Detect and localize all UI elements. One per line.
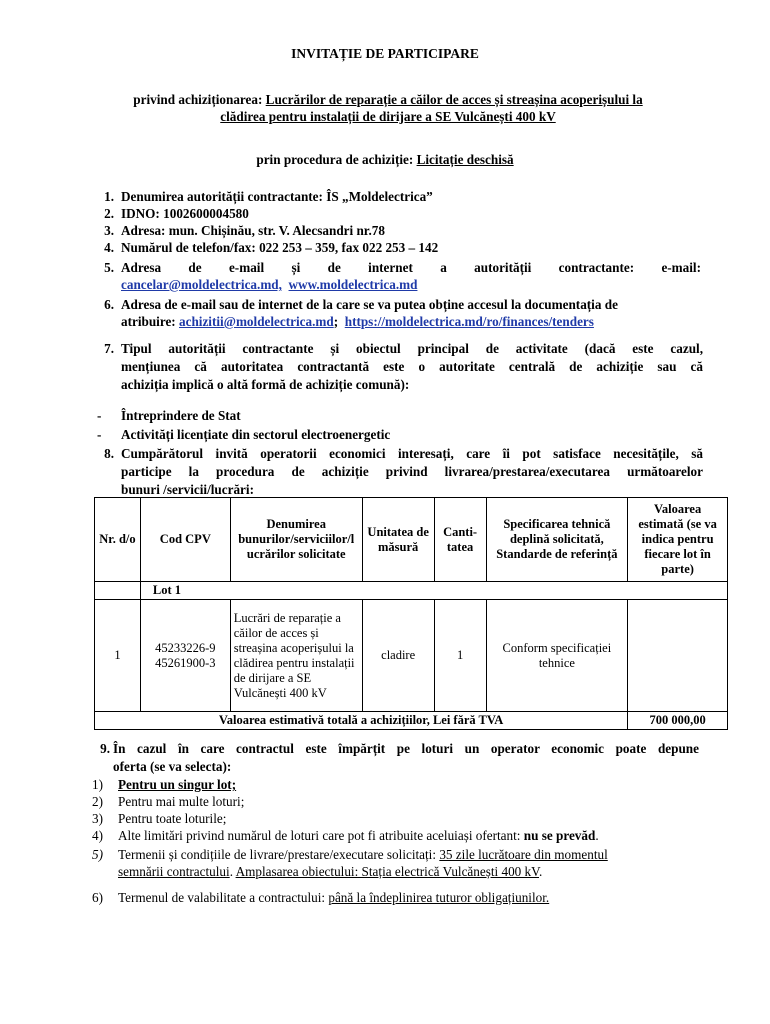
item-number: 6.	[104, 297, 114, 312]
limits-end: .	[595, 828, 599, 843]
limits-value: nu se prevăd	[523, 828, 596, 843]
item-phone: Numărul de telefon/fax: 022 253 – 359, fax 022 253 – 142	[121, 240, 439, 255]
total-value: 700 000,00	[628, 712, 728, 730]
item-docs-links	[121, 314, 594, 331]
option-multiple-lots: Pentru mai multe loturi;	[118, 794, 245, 809]
validity-prefix: Termenul de valabilitate a contractului:	[118, 890, 329, 905]
item-docs-line: Adresa de e-mail sau de internet de la care se va putea obține accesul la documentația de	[121, 297, 618, 312]
option-number: 3)	[92, 811, 103, 826]
terms-location: Amplasarea obiectului: Stația electrică Vulcănești 400 kV	[235, 863, 539, 879]
bullet-state-enterprise: Întreprindere de Stat	[121, 408, 241, 423]
subject-prefix: privind achiziționarea:	[133, 92, 266, 107]
header-value: Valoarea estimată (se va indica pentru fiecare lot în parte)	[628, 498, 728, 582]
item-number: 2.	[104, 206, 114, 221]
terms-signing: semnării contractului	[118, 863, 230, 879]
terms-deadline: 35 zile lucrătoare din momentul	[439, 847, 608, 862]
procedure-type: Licitație deschisă	[416, 152, 514, 167]
table-header-row	[95, 498, 728, 582]
option-other-limits	[118, 828, 599, 845]
item-authority-type-line-3: achiziția implică o altă formă de achiziție comună):	[121, 377, 410, 392]
procurement-subject	[88, 92, 688, 125]
item-invitation-line-1: Cumpărătorul invită operatorii economici interesați, care îi pot satisface necesitățile, să	[121, 446, 703, 461]
option-number: 5)	[92, 847, 103, 862]
total-label: Valoarea estimativă totală a achizițiilor, Lei fără TVA	[95, 712, 628, 730]
procurement-table	[94, 497, 728, 730]
header-spec: Specificarea tehnică deplină solicitată, Standarde de referință	[486, 498, 628, 582]
item-number: 3.	[104, 223, 114, 238]
item-number: 9.	[100, 741, 110, 756]
header-cpv: Cod CPV	[140, 498, 230, 582]
option-number: 4)	[92, 828, 103, 843]
email-link-achizitii[interactable]: achizitii@moldelectrica.md	[179, 314, 334, 329]
header-unit: Unitatea de măsură	[362, 498, 434, 582]
option-number: 1)	[92, 777, 103, 792]
row-value	[628, 600, 728, 712]
terms-mid: .	[229, 863, 236, 879]
item-address: Adresa: mun. Chișinău, str. V. Alecsandri nr.78	[121, 223, 385, 238]
document-title: INVITAȚIE DE PARTICIPARE	[291, 46, 479, 61]
tenders-link[interactable]: https://moldelectrica.md/ro/finances/tenders	[344, 314, 594, 329]
item-number: 1.	[104, 189, 114, 204]
item-number: 7.	[104, 341, 114, 356]
row-unit: cladire	[362, 600, 434, 712]
email-link-cancelar[interactable]: cancelar@moldelectrica.md,	[121, 277, 282, 292]
cpv-code-1: 45233226-9	[155, 640, 216, 655]
option-all-lots: Pentru toate loturile;	[118, 811, 227, 826]
table-row	[95, 600, 728, 712]
docs-separator: ;	[333, 314, 345, 329]
item-email-line: Adresa de e-mail și de internet a autorității contractante: e-mail:	[121, 260, 701, 275]
docs-prefix: atribuire:	[121, 314, 179, 329]
item-number: 8.	[104, 446, 114, 461]
row-nr: 1	[95, 600, 141, 712]
cpv-code-2: 45261900-3	[155, 655, 216, 670]
procedure-prefix: prin procedura de achiziție:	[256, 152, 417, 167]
validity-term: până la îndeplinirea tuturor obligațiunilor.	[328, 890, 550, 905]
total-row	[95, 712, 728, 730]
item-number: 4.	[104, 240, 114, 255]
item-invitation-line-2: participe la procedura de achiziție privind livrarea/prestarea/executarea următoarelor	[121, 464, 703, 479]
bullet-dash: -	[97, 427, 102, 442]
row-qty: 1	[434, 600, 486, 712]
item-invitation-line-3: bunuri /servicii/lucrări:	[121, 482, 254, 497]
row-spec: Conform specificației tehnice	[486, 600, 628, 712]
option-terms	[118, 847, 718, 880]
header-name: Denumirea bunurilor/serviciilor/l ucrărilor solicitate	[230, 498, 362, 582]
option-number: 6)	[92, 890, 103, 905]
item-lots-line-2: oferta (se va selecta):	[113, 759, 232, 774]
option-number: 2)	[92, 794, 103, 809]
subject-line-2: clădirea pentru instalații de dirijare a SE Vulcănești 400 kV	[220, 108, 556, 124]
lot-empty-cell	[95, 582, 141, 600]
item-number: 5.	[104, 260, 114, 275]
website-link[interactable]: www.moldelectrica.md	[288, 277, 418, 292]
item-authority-name: Denumirea autorității contractante: ÎS „Moldelectrica”	[121, 189, 433, 204]
terms-end: .	[538, 863, 543, 879]
item-lots-line-1: În cazul în care contractul este împărțit pe loturi un operator economic poate depune	[113, 741, 699, 756]
bullet-licensed-activities: Activități licențiate din sectorul electroenergetic	[121, 427, 391, 442]
item-authority-type-line-1: Tipul autorității contractante și obiectul principal de activitate (dacă este cazul,	[121, 341, 703, 356]
item-email-links	[121, 277, 417, 294]
header-nr: Nr. d/o	[95, 498, 141, 582]
item-authority-type-line-2: mențiunea că autoritatea contractantă este o autoritate centrală de achiziție sau că	[121, 359, 703, 374]
procedure-line	[0, 152, 770, 169]
bullet-dash: -	[97, 408, 102, 423]
limits-text: Alte limitări privind numărul de loturi care pot fi atribuite aceluiași ofertant:	[118, 828, 524, 843]
row-name: Lucrări de reparație a căilor de acces și streașina acoperișului la clădirea pentru instalații de dirijare a SE Vulcănești 400 kV	[230, 600, 362, 712]
option-single-lot: Pentru un singur lot;	[118, 777, 237, 792]
lot-label: Lot 1	[140, 582, 727, 600]
row-cpv	[140, 600, 230, 712]
lot-row	[95, 582, 728, 600]
option-validity	[118, 890, 549, 907]
terms-prefix: Termenii și condițiile de livrare/prestare/executare solicitați:	[118, 847, 440, 862]
header-qty: Canti-tatea	[434, 498, 486, 582]
subject-line-1: Lucrărilor de reparație a căilor de acces și streașina acoperișului la	[265, 92, 643, 107]
item-idno: IDNO: 1002600004580	[121, 206, 249, 221]
